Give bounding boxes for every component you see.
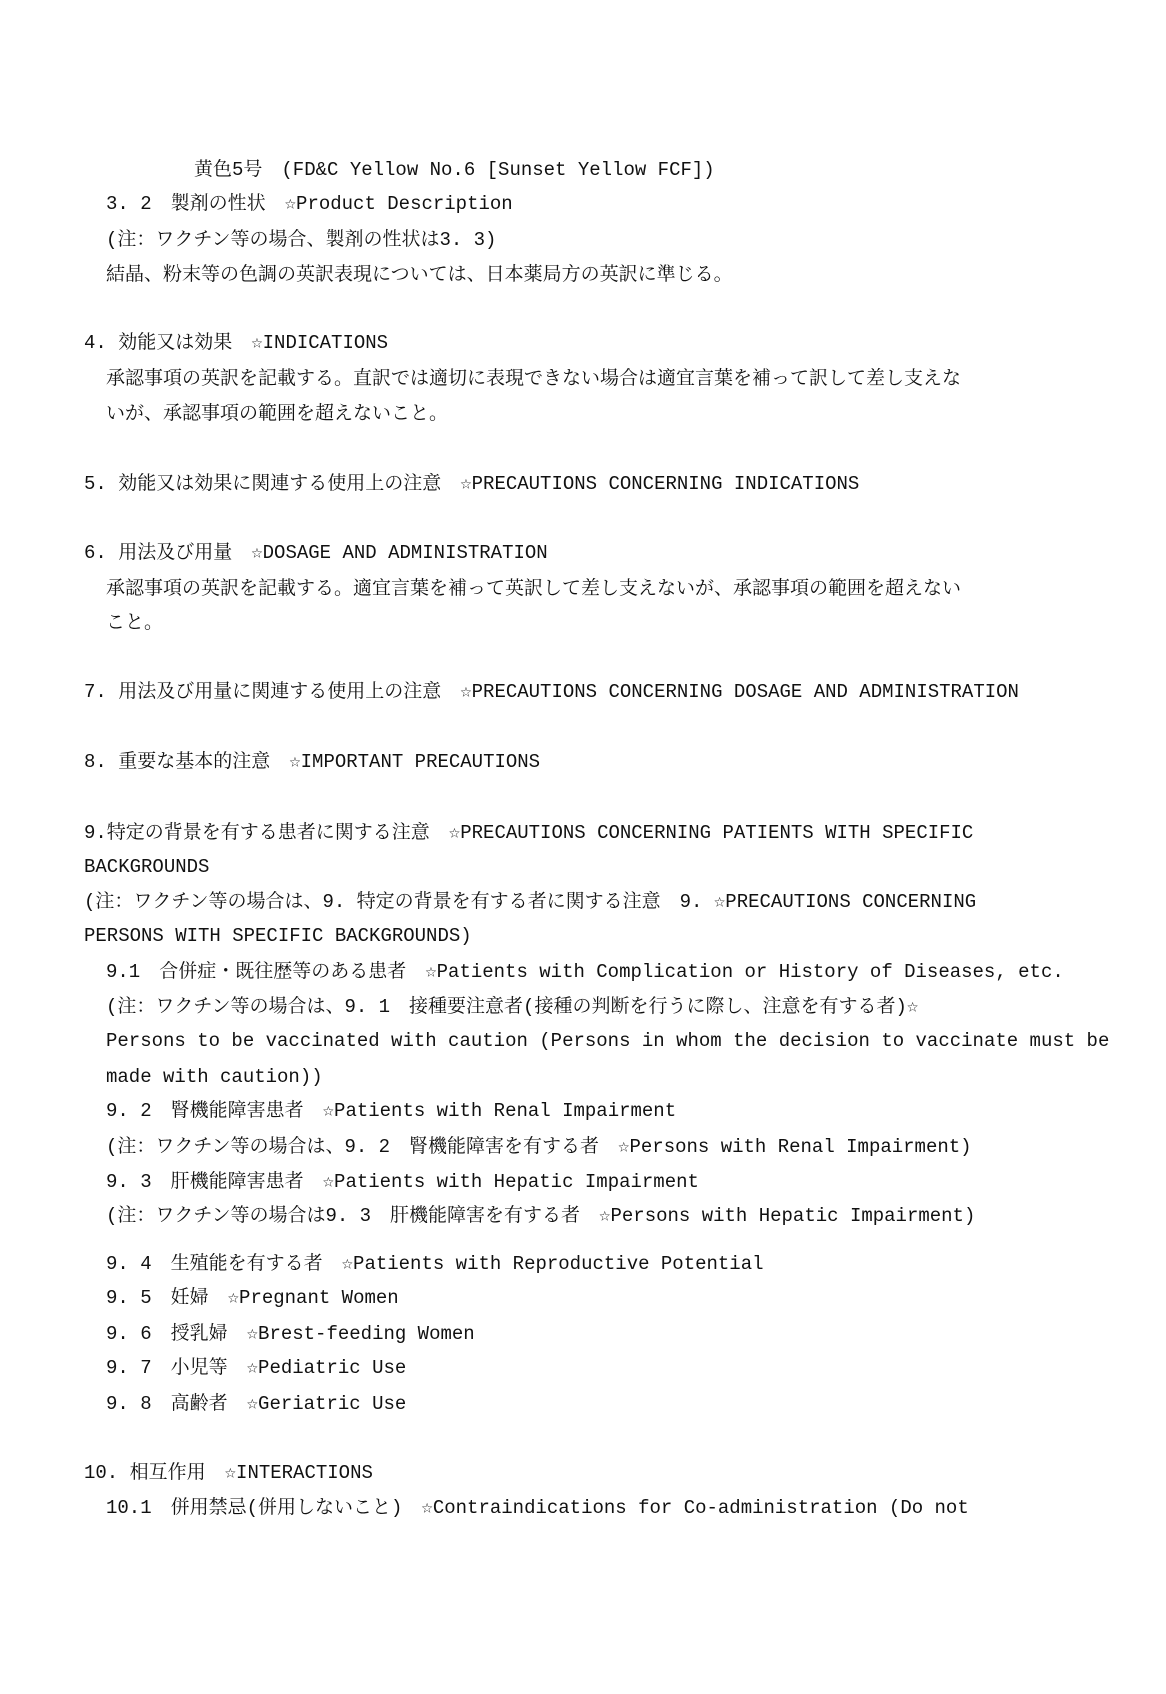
note-line: (注：ワクチン等の場合、製剤の性状は3. 3) [106, 229, 497, 251]
body-text: こと。 [106, 612, 164, 634]
subsection-heading: 9. 7 小児等 ☆Pediatric Use [106, 1357, 407, 1379]
body-text: 結晶、粉末等の色調の英訳表現については、日本薬局方の英訳に準じる。 [106, 264, 733, 286]
subsection-heading: 9.1 合併症・既往歴等のある患者 ☆Patients with Complication or History of Diseases, etc. [106, 961, 1064, 983]
note-line: (注：ワクチン等の場合は、9. 特定の背景を有する者に関する注意 9. ☆PRECAUTIONS CONCERNING [84, 891, 977, 913]
section-heading: 5. 効能又は効果に関連する使用上の注意 ☆PRECAUTIONS CONCERNING INDICATIONS [84, 473, 860, 495]
subsection-heading: 9. 6 授乳婦 ☆Brest-feeding Women [106, 1323, 475, 1345]
subsection-heading: 9. 8 高齢者 ☆Geriatric Use [106, 1393, 407, 1415]
section-heading: 6. 用法及び用量 ☆DOSAGE AND ADMINISTRATION [84, 542, 548, 564]
section-heading: 8. 重要な基本的注意 ☆IMPORTANT PRECAUTIONS [84, 751, 541, 773]
section-heading: 7. 用法及び用量に関連する使用上の注意 ☆PRECAUTIONS CONCERNING DOSAGE AND ADMINISTRATION [84, 681, 1019, 703]
subsection-heading: 9. 3 肝機能障害患者 ☆Patients with Hepatic Impairment [106, 1171, 699, 1193]
section-heading: 9.特定の背景を有する患者に関する注意 ☆PRECAUTIONS CONCERNING PATIENTS WITH SPECIFIC [84, 822, 974, 844]
section-heading: 4. 効能又は効果 ☆INDICATIONS [84, 332, 389, 354]
body-text: 承認事項の英訳を記載する。直訳では適切に表現できない場合は適宜言葉を補って訳して差し支えな [106, 368, 962, 390]
colorant-line: 黄色5号 (FD&C Yellow No.6 [Sunset Yellow FCF]) [194, 159, 715, 181]
note-line: (注：ワクチン等の場合は9. 3 肝機能障害を有する者 ☆Persons with Hepatic Impairment) [106, 1205, 976, 1227]
note-line: (注：ワクチン等の場合は、9. 2 腎機能障害を有する者 ☆Persons with Renal Impairment) [106, 1136, 972, 1158]
subsection-heading: 10.1 併用禁忌(併用しないこと) ☆Contraindications for Co-administration (Do not [106, 1497, 969, 1519]
note-line: PERSONS WITH SPECIFIC BACKGROUNDS) [84, 925, 472, 947]
subsection-heading: 9. 2 腎機能障害患者 ☆Patients with Renal Impairment [106, 1100, 677, 1122]
subsection-heading: 9. 5 妊婦 ☆Pregnant Women [106, 1287, 399, 1309]
note-line: Persons to be vaccinated with caution (Persons in whom the decision to vaccinate must be [106, 1030, 1110, 1052]
section-heading: 10. 相互作用 ☆INTERACTIONS [84, 1462, 373, 1484]
section-heading: BACKGROUNDS [84, 856, 210, 878]
note-line: (注：ワクチン等の場合は、9. 1 接種要注意者(接種の判断を行うに際し、注意を有する者)☆ [106, 996, 919, 1018]
body-text: いが、承認事項の範囲を超えないこと。 [106, 403, 449, 425]
body-text: 承認事項の英訳を記載する。適宜言葉を補って英訳して差し支えないが、承認事項の範囲を超えない [106, 578, 962, 600]
subsection-heading: 9. 4 生殖能を有する者 ☆Patients with Reproductive Potential [106, 1253, 764, 1275]
subsection-heading: 3. 2 製剤の性状 ☆Product Description [106, 193, 513, 215]
note-line: made with caution)) [106, 1066, 323, 1088]
